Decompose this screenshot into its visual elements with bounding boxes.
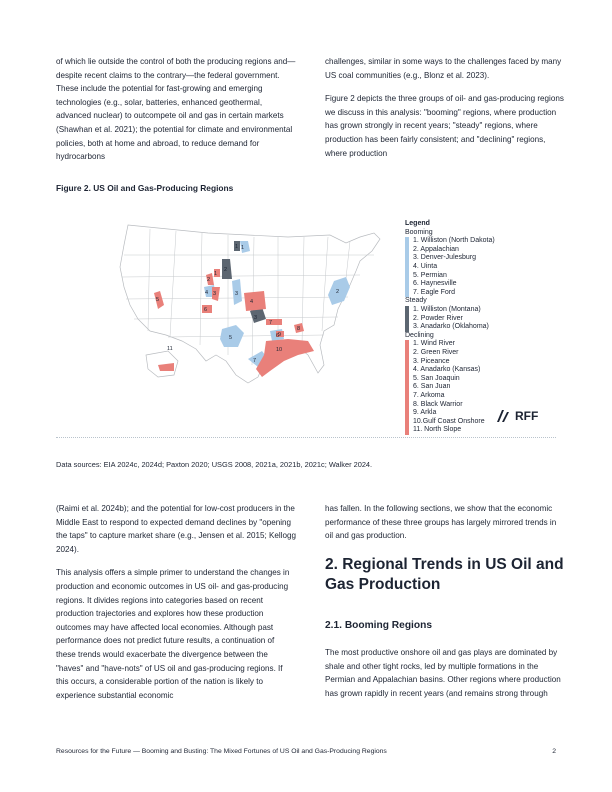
- paragraph: The most productive onshore oil and gas plays are dominated by shale and other tight rocks, led by multiple formations in the Permian and Appalachian basins. Other regions where production has grown rapidly in recent years (and remains strong through: [325, 648, 561, 698]
- legend-item: 5. San Joaquin: [413, 374, 460, 382]
- paragraph: This analysis offers a simple primer to understand the changes in production and economic outcomes in US oil- and gas-producing regions. It divides regions into categories based on recent production trajectories and explores how these production outcomes may have affected local economies. Although past performance does not predict future results, a continuation of these trends would exacerbate the divergence between the "haves" and "have-nots" of US oil and gas-producing regions. If this occurs, a considerable portion of the nation is likely to experience substantial economic: [56, 568, 290, 700]
- legend-swatch: [405, 306, 409, 332]
- legend-item: 3. Denver-Julesburg: [413, 254, 477, 262]
- section-heading: 2. Regional Trends in US Oil and Gas Production: [325, 556, 564, 593]
- top-left-column: [56, 55, 296, 174]
- paragraph: of which lie outside the control of both the producing regions and—despite recent claims to the contrary—the federal government. These include the potential for fast-growing and emerging technologies (e.g., solar, batteries, enhanced geothermal, advanced nuclear) to outcompete oil and gas in certain markets (Shawhan et al. 2021); the potential for climate and environmental policies, both at home and abroad, to reduce demand for hydrocarbons: [56, 57, 296, 162]
- legend-group-items: [405, 237, 555, 297]
- legend-item: 2. Appalachian: [413, 245, 459, 253]
- legend-groups: [405, 229, 555, 435]
- region-number-label: 8: [297, 326, 301, 332]
- paragraph: (Raimi et al. 2024b); and the potential for low-cost producers in the Middle East to respond to expected demand declines by "opening the taps" to capture market share (e.g., Jensen et al. 2015; Kellogg 2024).: [56, 504, 296, 554]
- anadarko-ks-region: [244, 291, 266, 311]
- legend-item: 1. Wind River: [413, 340, 456, 348]
- legend-group-label: Booming: [405, 228, 433, 236]
- bottom-left-column: [56, 502, 296, 712]
- top-right-column: [325, 55, 565, 170]
- legend-heading: Legend: [405, 220, 430, 227]
- paragraph: Figure 2 depicts the three groups of oil- and gas-producing regions we discuss in this analysis: "booming" regions, where production has grown strongly in recent years; "steady" regions, where production has been fairly consistent; and "declining" regions, where production: [325, 94, 564, 158]
- figure-title: Figure 2. US Oil and Gas-Producing Regions: [56, 183, 234, 193]
- legend-item: 9. Arkla: [413, 409, 437, 417]
- region-number-label: 7: [253, 358, 257, 364]
- subsection-heading: 2.1. Booming Regions: [325, 620, 432, 631]
- region-number-label: 2: [207, 277, 211, 283]
- region-number-label: 7: [269, 320, 273, 326]
- legend-item: 6. San Juan: [413, 383, 451, 391]
- legend-item: 1. Williston (Montana): [413, 305, 481, 313]
- page-number: 2: [552, 748, 556, 755]
- legend-swatch: [405, 237, 409, 297]
- legend-item: 5. Permian: [413, 271, 447, 279]
- legend-item: 2. Green River: [413, 348, 459, 356]
- region-number-label: 5: [229, 335, 233, 341]
- legend-group-label: Steady: [405, 297, 427, 305]
- region-number-label: 5: [156, 297, 160, 303]
- region-number-label: 4: [250, 299, 254, 305]
- region-number-label: 1: [214, 271, 218, 277]
- region-number-label: 2: [336, 289, 340, 295]
- map-legend: [405, 220, 555, 435]
- bottom-right-column: [325, 502, 565, 553]
- region-number-label: 6: [204, 307, 208, 313]
- legend-group-items: [405, 306, 555, 332]
- legend-item: 10.Gulf Coast Onshore: [413, 417, 485, 425]
- legend-item: 7. Arkoma: [413, 391, 445, 399]
- region-number-label: 9: [278, 332, 282, 338]
- legend-item: 7. Eagle Ford: [413, 288, 456, 296]
- region-number-label: 3: [213, 291, 217, 297]
- region-number-label: 6: [276, 333, 280, 339]
- legend-item: 2. Powder River: [413, 314, 463, 322]
- figure-divider: [56, 437, 556, 438]
- legend-item: 4. Uinta: [413, 262, 438, 270]
- region-number-label: 1: [235, 244, 239, 250]
- figure-sources: Data sources: EIA 2024c, 2024d; Paxton 2020; USGS 2008, 2021a, 2021b, 2021c; Walker 2024.: [56, 460, 373, 469]
- legend-item: 4. Anadarko (Kansas): [413, 366, 481, 374]
- region-number-label: 11: [167, 346, 173, 352]
- paragraph: challenges, similar in some ways to the challenges faced by many US coal communities (e.g., Blonz et al. 2023).: [325, 57, 562, 80]
- legend-swatch: [405, 340, 409, 435]
- legend-item: 3. Anadarko (Oklahoma): [413, 323, 489, 331]
- region-number-label: 1: [241, 245, 245, 251]
- region-number-label: 10: [276, 347, 283, 353]
- region-number-label: 4: [205, 290, 209, 296]
- paragraph: has fallen. In the following sections, we show that the economic performance of these three groups has largely mirrored trends in oil and gas production.: [325, 504, 557, 541]
- region-number-label: 3: [254, 315, 258, 321]
- page-footer: Resources for the Future — Booming and Busting: The Mixed Fortunes of US Oil and Gas-Producing Regions: [56, 748, 387, 755]
- us-regions-map: [98, 215, 398, 387]
- rff-logo-icon: [497, 410, 511, 422]
- map-svg: [98, 215, 398, 387]
- legend-group-label: Declining: [405, 331, 434, 339]
- legend-item: 1. Williston (North Dakota): [413, 237, 495, 245]
- region-number-label: 2: [224, 267, 228, 273]
- rff-logo: [497, 409, 538, 423]
- legend-item: 3. Piceance: [413, 357, 450, 365]
- bottom-right-column-continued: [325, 646, 565, 710]
- legend-item: 6. Haynesville: [413, 280, 457, 288]
- region-number-label: 3: [235, 291, 239, 297]
- legend-item: 11. North Slope: [413, 426, 462, 434]
- rff-logo-text: RFF: [515, 409, 539, 423]
- legend-item: 8. Black Warrior: [413, 400, 463, 408]
